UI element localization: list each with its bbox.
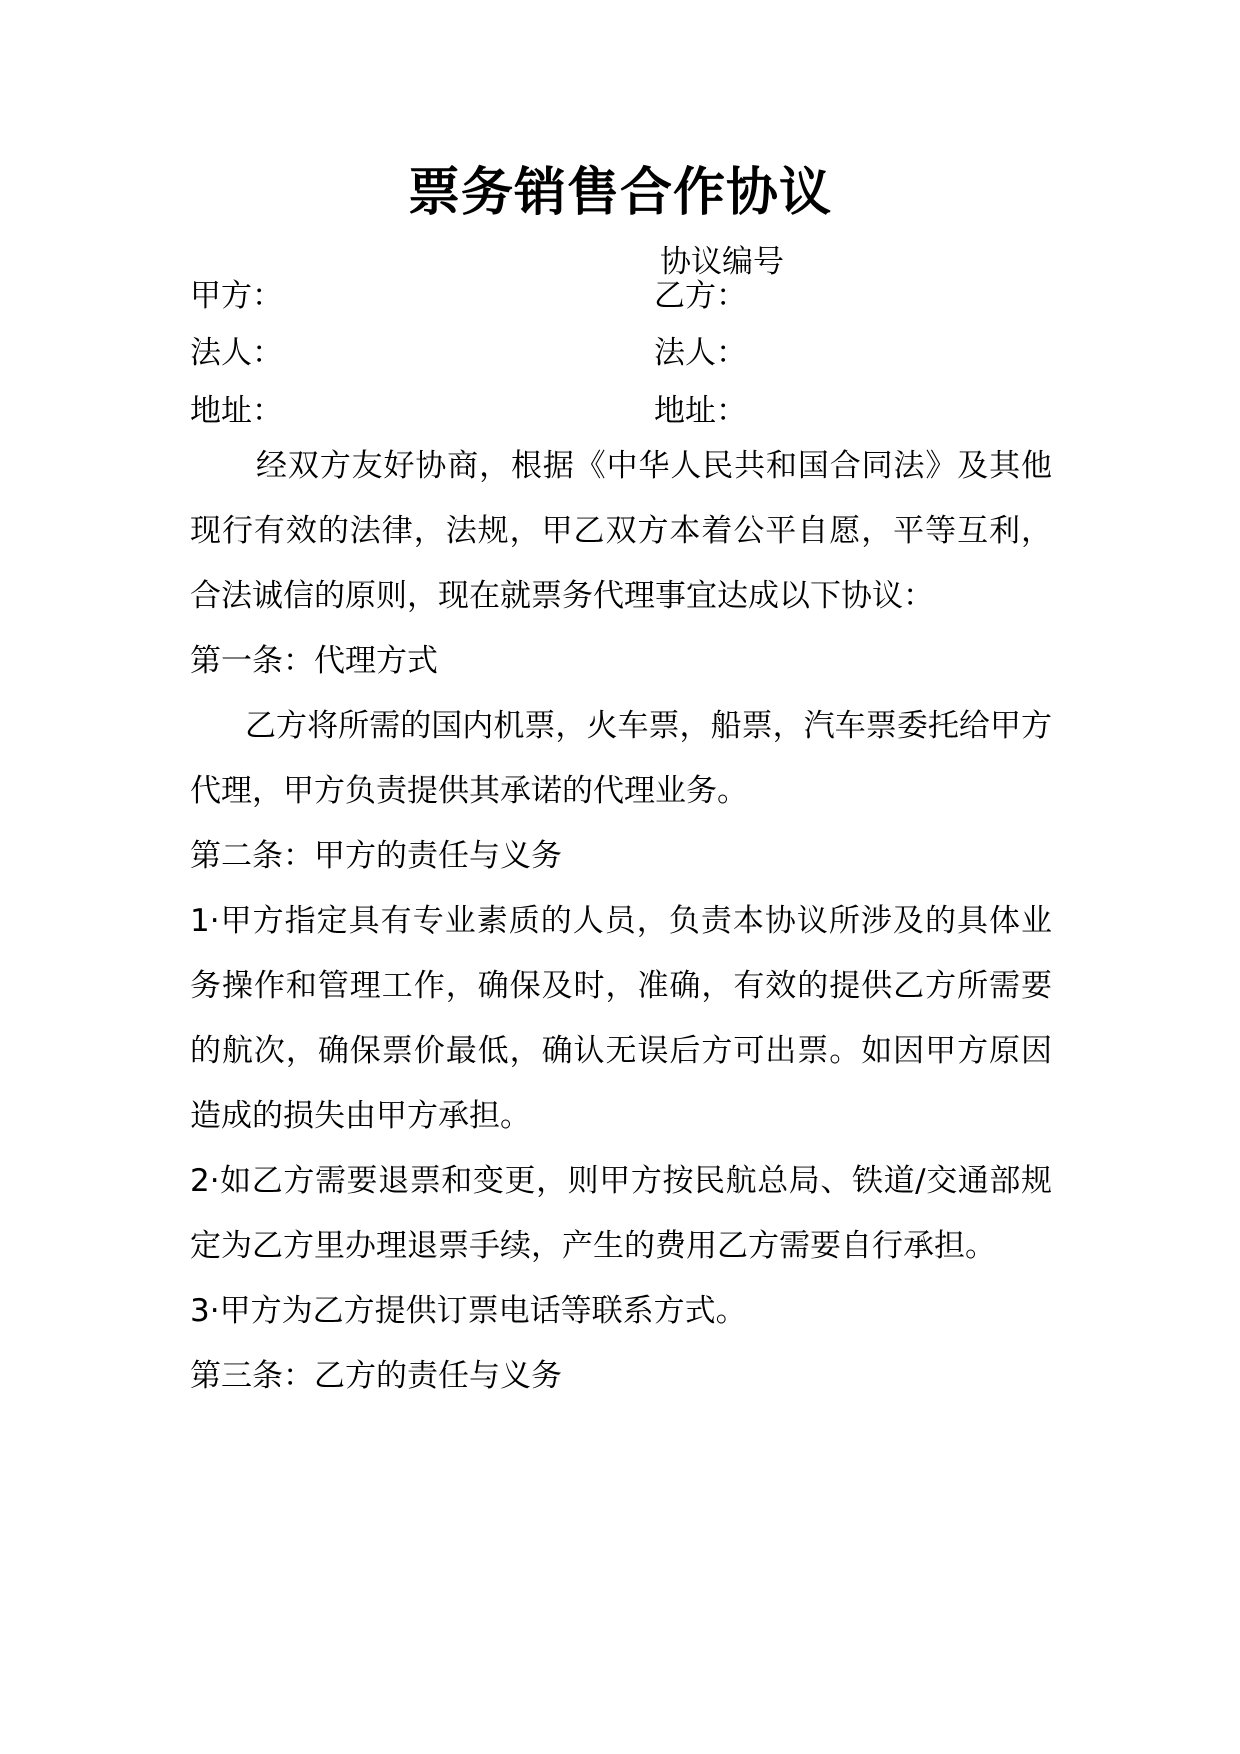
article-2-clause-1: 1·甲方指定具有专业素质的人员，负责本协议所涉及的具体业务操作和管理工作，确保及时，准确，有效的提供乙方所需要的航次，确保票价最低，确认无误后方可出票。如因甲方原因造成的损失由甲方承担。	[190, 903, 1052, 1134]
document-title: 票务销售合作协议	[407, 163, 832, 223]
article-2-clause-3: 3·甲方为乙方提供订票电话等联系方式。	[190, 1293, 747, 1329]
party-a-name-label: 甲方：	[190, 278, 283, 314]
article-1-paragraph: 乙方将所需的国内机票，火车票，船票，汽车票委托给甲方代理，甲方负责提供其承诺的代理业务。	[190, 708, 1052, 809]
preamble-paragraph: 经双方友好协商，根据《中华人民共和国合同法》及其他现行有效的法律，法规，甲乙双方本着公平自愿，平等互利，合法诚信的原则，现在就票务代理事宜达成以下协议：	[190, 448, 1052, 614]
agreement-number-label: 协议编号	[660, 244, 784, 280]
article-2-heading: 第二条：甲方的责任与义务	[190, 838, 562, 874]
party-b-name-label: 乙方：	[654, 278, 747, 314]
party-row-name	[190, 274, 1050, 318]
party-a-legal-person-label: 法人：	[190, 335, 283, 371]
article-1-heading: 第一条：代理方式	[190, 643, 438, 679]
party-a-address-label: 地址：	[190, 393, 283, 429]
party-row-address	[190, 389, 1050, 433]
document-body	[190, 434, 1052, 1409]
party-b-address-label: 地址：	[654, 393, 747, 429]
article-2-clause-2: 2·如乙方需要退票和变更，则甲方按民航总局、铁道/交通部规定为乙方里办理退票手续，产生的费用乙方需要自行承担。	[190, 1163, 1052, 1264]
article-3-heading: 第三条：乙方的责任与义务	[190, 1358, 562, 1394]
party-row-legal-person	[190, 331, 1050, 375]
party-b-legal-person-label: 法人：	[654, 335, 747, 371]
